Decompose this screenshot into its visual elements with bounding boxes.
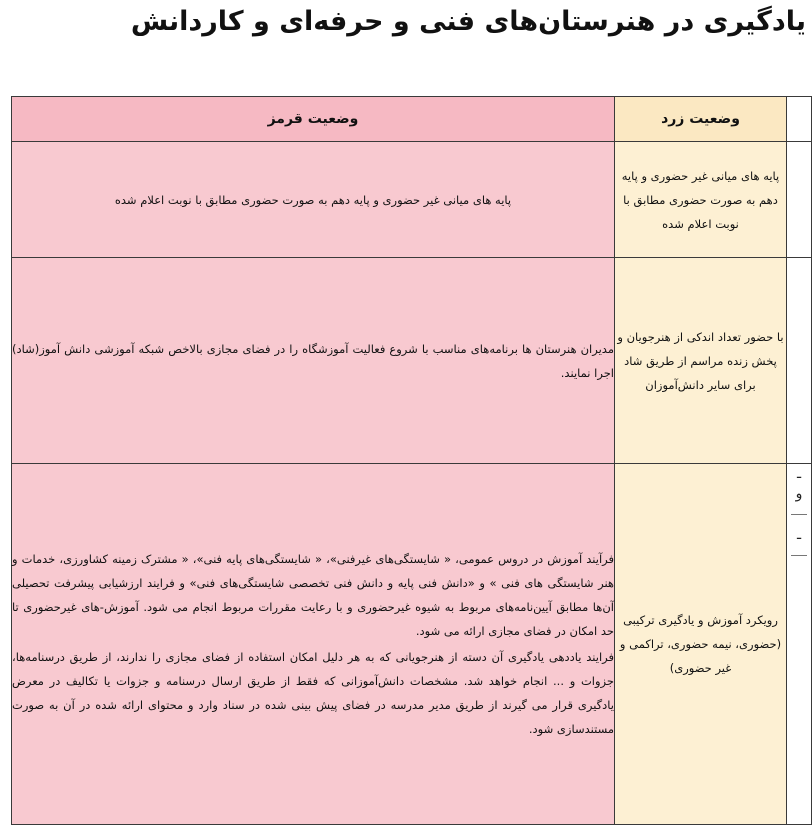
red-cell — [12, 258, 615, 464]
red-cell-text: فرآیند آموزش در دروس عمومی، « شایستگی‌های غیرفنی»، « شایستگی‌های پایه فنی»، « مشترک زمینه کشاورزی، خدمات و هنر شایستگی های فنی » و «دانش فنی پایه و دانش فنی تخصصی شایستگی‌های فنی» و فرایند ارزشیابی پیشرفت تحصیلی آن‌ها مطابق آیین‌نامه‌های مربوط به شیوه غیرحضوری و با رعایت مقررات مربوط انجام می شود. آموزش-های غیرحضوری تا حد امکان در فضای مجازی ارائه می شود. — [12, 552, 614, 638]
table-row — [12, 464, 812, 825]
red-cell — [12, 464, 615, 825]
red-cell-text: فرایند یاددهی یادگیری آن دسته از هنرجویانی که به هر دلیل امکان استفاده از فضای مجازی را ندارند، از طریق درسنامه‌ها، جزوات و ... انجام خواهد شد. مشخصات دانش‌آموزانی که فقط از طریق ارسال درسنامه و جزوات یا تکالیف در معرض یادگیری قرار می گیرند از طریق مدیر مدرسه در فضای پیش بینی شده در سناد وارد و محتوای ارائه شده در آن به صورت مستندسازی شود. — [12, 650, 614, 736]
page-title: یادگیری در هنرستان‌های فنی و حرفه‌ای و کاردانش — [130, 6, 806, 37]
edge-fragment: ـ — [796, 527, 802, 543]
edge-fragment: ـ — [796, 466, 802, 482]
table-header-row — [12, 97, 812, 142]
edge-fragment: و — [795, 486, 803, 502]
cut-column-cell — [787, 464, 812, 825]
yellow-cell: پایه های میانی غیر حضوری و پایه دهم به صورت حضوری مطابق با نوبت اعلام شده — [615, 142, 787, 258]
red-cell — [12, 142, 615, 258]
header-yellow-status: وضعیت زرد — [615, 97, 787, 142]
red-cell-text: مدیران هنرستان ها برنامه‌های مناسب با شروع فعالیت آموزشگاه را در فضای مجازی بالاخص شبکه آموزشی دانش آموز(شاد) اجرا نمایند. — [12, 341, 614, 380]
header-red-status: وضعیت قرمز — [12, 97, 615, 142]
status-table-container — [11, 96, 811, 816]
divider — [791, 514, 807, 515]
status-table — [11, 96, 812, 825]
cut-column-cell — [787, 142, 812, 258]
cut-column-cell — [787, 258, 812, 464]
table-row — [12, 142, 812, 258]
red-cell-text: پایه های میانی غیر حضوری و پایه دهم به صورت حضوری مطابق با نوبت اعلام شده — [114, 192, 512, 207]
divider — [791, 555, 807, 556]
table-row — [12, 258, 812, 464]
header-cell-cut — [787, 97, 812, 142]
yellow-cell: رویکرد آموزش و یادگیری ترکیبی (حضوری، نیمه حضوری، تراکمی و غیر حضوری) — [615, 464, 787, 825]
yellow-cell: با حضور تعداد اندکی از هنرجویان و پخش زنده مراسم از طریق شاد برای سایر دانش‌آموزان — [615, 258, 787, 464]
